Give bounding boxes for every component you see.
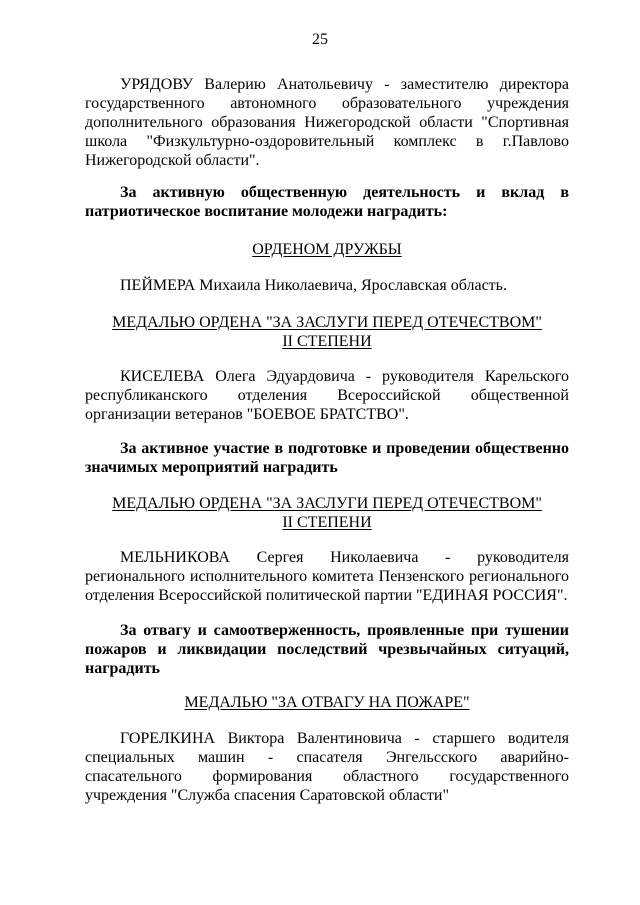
award-heading-medal-merit-1 — [85, 313, 569, 351]
award-heading-line: МЕДАЛЬЮ ОРДЕНА "ЗА ЗАСЛУГИ ПЕРЕД ОТЕЧЕСТВОМ" — [112, 314, 542, 331]
award-heading-order-of-friendship — [85, 240, 569, 259]
award-paragraph-gorelkin: ГОРЕЛКИНА Виктора Валентиновича - старшего водителя специальных машин - спасателя Энгельсского аварийно-спасательного формирования областного государственного учреждения "Служба спасения Саратовской области" — [85, 730, 569, 804]
award-heading-medal-merit-2 — [85, 494, 569, 532]
award-reason-courage: За отвагу и самоотверженность, проявленные при тушении пожаров и ликвидации последствий чрезвычайных ситуаций, наградить — [85, 622, 569, 677]
award-paragraph-peymer: ПЕЙМЕРА Михаила Николаевича, Ярославская область. — [120, 277, 507, 294]
award-paragraph-uryadov: УРЯДОВУ Валерию Анатольевичу - заместителю директора государственного автономного образовательного учреждения дополнительного образования Нижегородской области "Спортивная школа "Физкультурно-оздоровительный комплекс в г.Павлово Нижегородской области". — [85, 76, 569, 169]
award-paragraph-kiselev: КИСЕЛЕВА Олега Эдуардовича - руководителя Карельского республиканского отделения Всероссийской общественной организации ветеранов "БОЕВОЕ БРАТСТВО". — [85, 368, 569, 423]
award-heading-text: ОРДЕНОМ ДРУЖБЫ — [252, 241, 402, 258]
award-paragraph-melnikov: МЕЛЬНИКОВА Сергея Николаевича - руководителя регионального исполнительного комитета Пензенского регионального отделения Всероссийской политической партии "ЕДИНАЯ РОССИЯ". — [85, 549, 569, 604]
award-heading-text: МЕДАЛЬЮ "ЗА ОТВАГУ НА ПОЖАРЕ" — [184, 694, 470, 711]
award-heading-line: II СТЕПЕНИ — [282, 514, 372, 531]
award-reason-events: За активное участие в подготовке и проведении общественно значимых мероприятий наградить — [85, 440, 569, 476]
award-reason-public-activity: За активную общественную деятельность и вклад в патриотическое воспитание молодежи наградить: — [85, 184, 569, 220]
award-heading-line: МЕДАЛЬЮ ОРДЕНА "ЗА ЗАСЛУГИ ПЕРЕД ОТЕЧЕСТВОМ" — [112, 495, 542, 512]
page-number: 25 — [312, 31, 328, 48]
award-heading-medal-fire — [85, 693, 569, 712]
award-heading-line: II СТЕПЕНИ — [282, 333, 372, 350]
